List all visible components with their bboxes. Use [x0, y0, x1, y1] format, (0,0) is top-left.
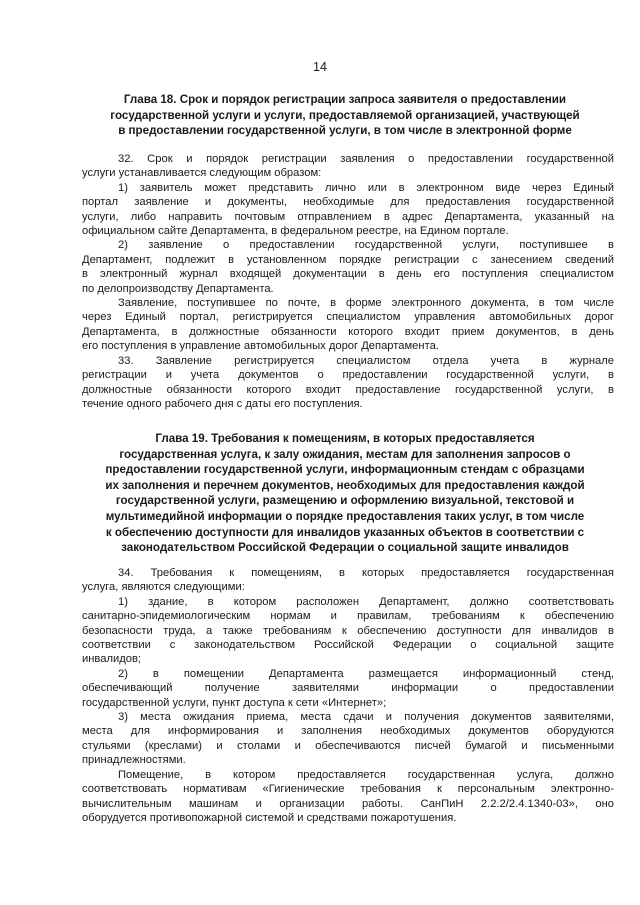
heading-line: Глава 18. Срок и порядок регистрации запроса заявителя о предоставлении	[123, 93, 567, 106]
heading-line: мультимедийной информации о порядке предоставления таких услуг, в том числе	[105, 509, 585, 523]
paragraph	[82, 238, 614, 296]
paragraph-line: по делопроизводству Департамента.	[82, 282, 274, 295]
chapter-19-title	[78, 431, 612, 556]
paragraph-line: официальном сайте Департамента, в федеральном реестре, на Едином портале.	[82, 225, 509, 238]
heading-line: в предоставлении государственной услуги, в том числе в электронной форме	[118, 124, 572, 138]
paragraph-line: услуги устанавливается следующим образом:	[82, 167, 322, 180]
chapter-18-title	[78, 92, 612, 139]
heading-line: их заполнения и перечнем документов, необходимых для предоставления каждой	[105, 478, 585, 492]
chapter-18-body	[82, 152, 614, 411]
paragraph-line: регистрации и учета документов о предоставлении государственной услуги, в	[82, 369, 614, 382]
paragraph	[82, 710, 614, 768]
heading-line: государственной услуги, размещению и оформлению визуальной, текстовой и	[115, 494, 575, 508]
paragraph-line: государственной услуги, пункт доступа к сети «Интернет»;	[82, 696, 387, 709]
paragraph-line: санитарно-эпидемиологическим нормам и правилам, требованиям к обеспечению	[82, 610, 614, 623]
paragraph-line: Помещение, в котором предоставляется государственная услуга, должно	[118, 768, 614, 781]
paragraph	[82, 181, 614, 239]
paragraph	[82, 354, 614, 412]
paragraph	[82, 667, 614, 710]
paragraph-line: 3) места ожидания приема, места сдачи и получения документов заявителями,	[118, 711, 614, 724]
paragraph-line: Заявление, поступившее по почте, в форме электронного документа, в том числе	[118, 297, 614, 310]
paragraph-line: течение одного рабочего дня с даты его поступления.	[82, 397, 363, 410]
paragraph-line: через Единый портал, регистрируется специалистом управления автомобильных дорог	[82, 311, 614, 324]
paragraph-line: соответствии с законодательством Российской Федерации о социальной защите	[82, 639, 614, 652]
paragraph-line: оборудуется противопожарной системой и средствами пожаротушения.	[82, 811, 457, 824]
paragraph-line: портал заявление и документы, необходимые для предоставления государственной	[82, 196, 614, 209]
paragraph-line: в электронный журнал входящей документации в день его поступления специалистом	[82, 268, 614, 281]
paragraph-line: Департамента, в должностные обязанности которого входит прием документов, в день	[82, 325, 614, 338]
paragraph-line: вычислительным машинам и организации работы. СанПиН 2.2.2/2.4.1340-03», оно	[82, 797, 614, 810]
heading-line: предоставлении государственной услуги, информационным стендам с образцами	[105, 463, 585, 477]
paragraph-line: 32. Срок и порядок регистрации заявления о предоставлении государственной	[118, 153, 614, 165]
paragraph	[82, 595, 614, 667]
paragraph-line: соответствовать нормативам «Гигиенические требования к персональным электронно-	[82, 783, 614, 796]
paragraph-line: услуги, либо направить почтовым отправлением в адрес Департамента, указанный на	[82, 210, 614, 223]
heading-line: законодательством Российской Федерации о социальной защите инвалидов	[121, 541, 569, 555]
paragraph-line: инвалидов;	[82, 653, 142, 666]
paragraph-line: его поступления в управление автомобильных дорог Департамента.	[82, 340, 439, 353]
paragraph	[82, 152, 614, 181]
paragraph-line: безопасности труда, а также требованиям к обеспечению доступности для инвалидов в	[82, 624, 614, 637]
paragraph	[82, 768, 614, 826]
paragraph-line: стульями (креслами) и столами и обеспечиваются писчей бумагой и письменными	[82, 739, 614, 752]
paragraph-line: Департамент, подлежит в установленном порядке регистрации с занесением сведений	[82, 253, 614, 266]
paragraph-line: места для информирования и заполнения необходимых документов оборудуются	[82, 725, 614, 738]
paragraph-line: 1) заявитель может представить лично или в электронном виде через Единый	[118, 181, 614, 194]
paragraph-line: принадлежностями.	[82, 754, 186, 767]
paragraph-line: 33. Заявление регистрируется специалистом отдела учета в журнале	[118, 354, 614, 367]
paragraph-line: должностные обязанности которого входит предоставление государственной услуги, в	[82, 383, 614, 396]
heading-line: государственной услуги и услуги, предоставляемой организацией, участвующей	[110, 108, 580, 122]
paragraph-line: услуга, являются следующими:	[82, 581, 245, 594]
paragraph	[82, 296, 614, 354]
heading-line: к обеспечению доступности для инвалидов указанных объектов в соответствии с	[105, 525, 585, 539]
chapter-19-body	[82, 566, 614, 825]
paragraph	[82, 566, 614, 595]
paragraph-line: 34. Требования к помещениям, в которых предоставляется государственная	[118, 567, 614, 579]
heading-line: государственная услуга, к залу ожидания, местам для заполнения запросов о	[119, 447, 571, 461]
heading-line: Глава 19. Требования к помещениям, в которых предоставляется	[155, 432, 535, 445]
paragraph-line: 1) здание, в котором расположен Департамент, должно соответствовать	[118, 595, 614, 608]
page-number: 14	[313, 60, 327, 74]
paragraph-line: обеспечивающий получение заявителями информации о предоставлении	[82, 682, 614, 695]
paragraph-line: 2) в помещении Департамента размещается информационный стенд,	[118, 667, 614, 680]
paragraph-line: 2) заявление о предоставлении государственной услуги, поступившее в	[118, 239, 614, 252]
